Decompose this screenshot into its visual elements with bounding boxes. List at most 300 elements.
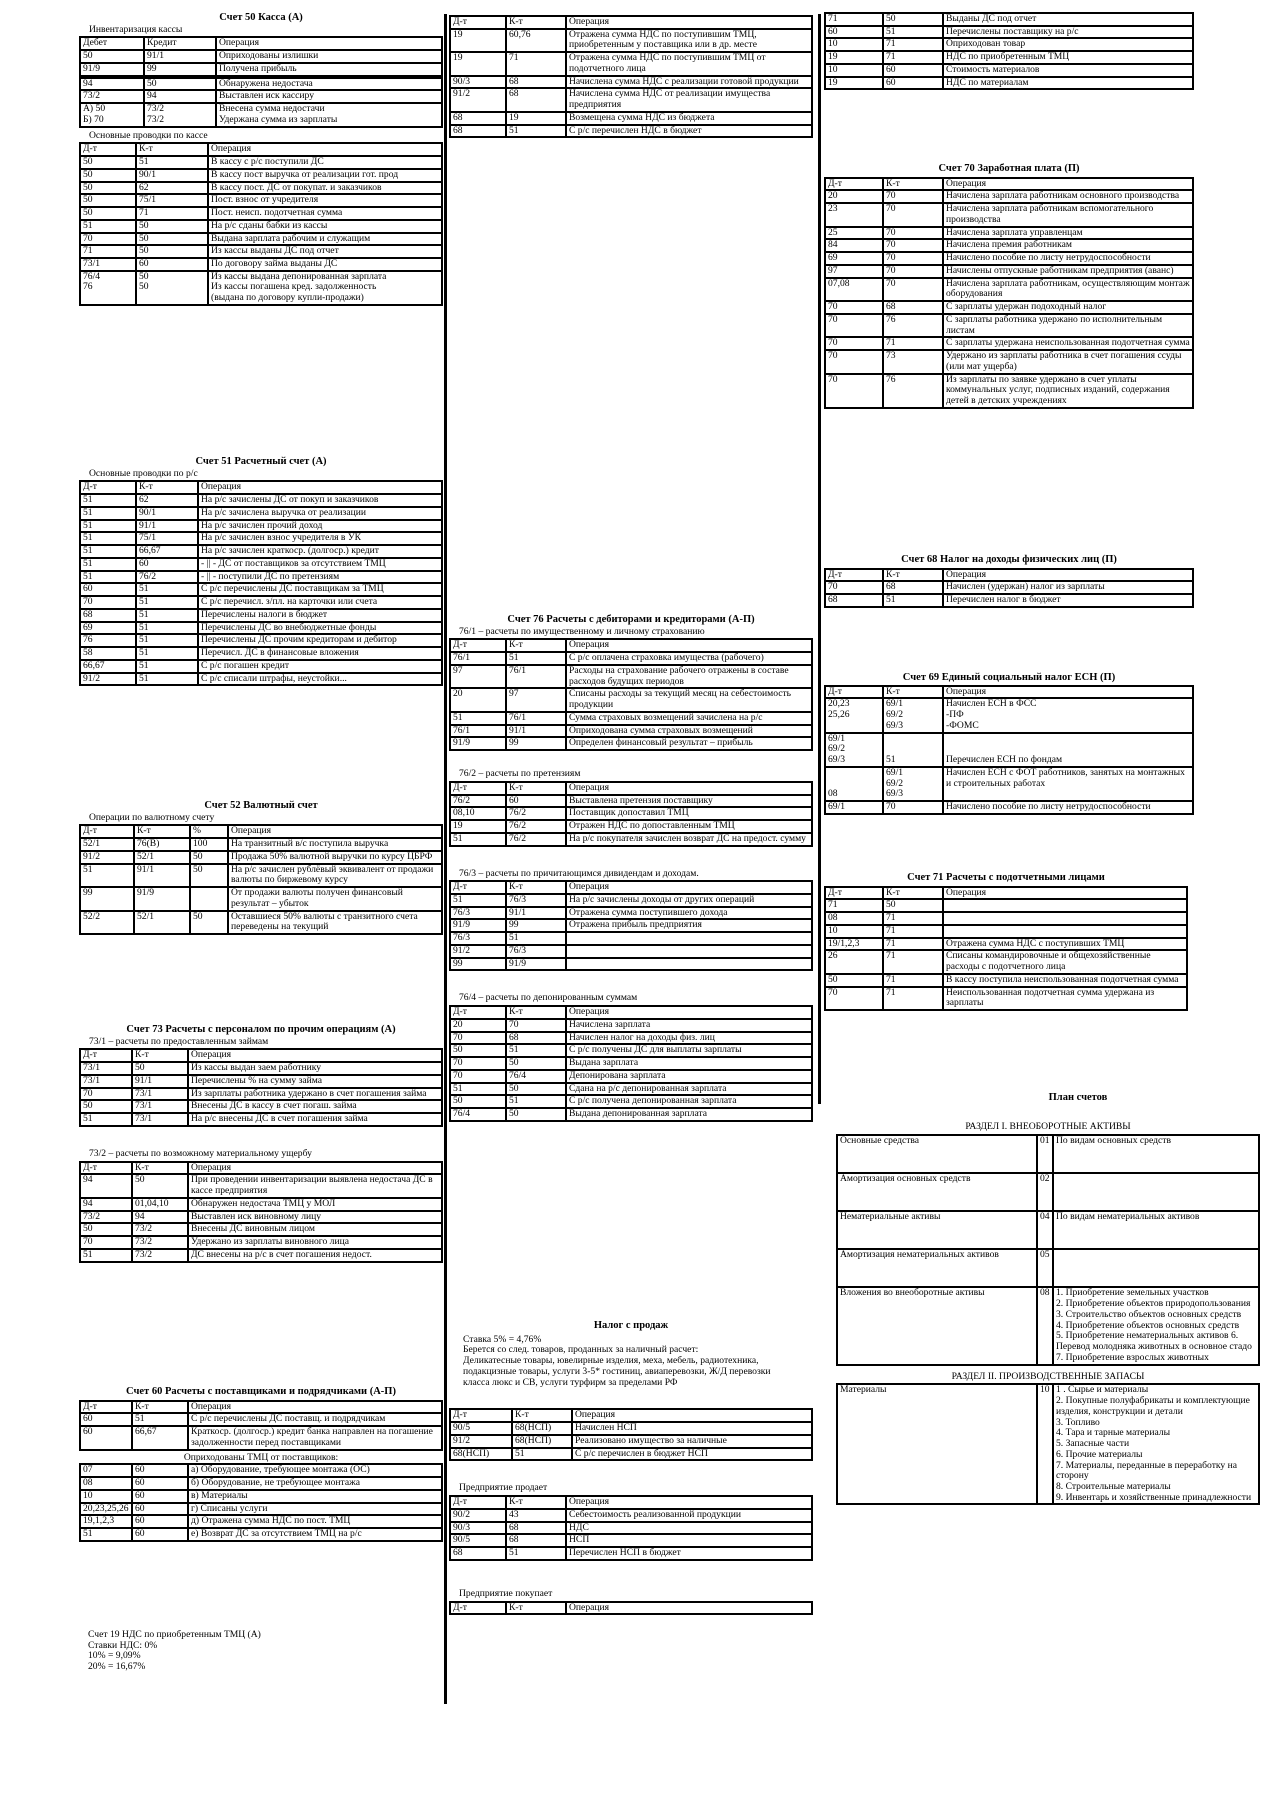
table-cell: 70 bbox=[825, 301, 883, 314]
account-19-note bbox=[88, 1630, 428, 1673]
column-header: Операция bbox=[566, 16, 812, 29]
table-cell: 76 bbox=[883, 374, 943, 408]
table-cell: 71 bbox=[883, 987, 943, 1010]
table-cell: 08 bbox=[80, 1477, 132, 1490]
table-cell: 50 bbox=[190, 911, 228, 934]
table-cell: 90/3 bbox=[450, 76, 506, 89]
table-row bbox=[80, 1075, 442, 1088]
table-cell: Внесены ДС виновным лицом bbox=[188, 1223, 442, 1236]
table-cell: 71 bbox=[883, 950, 943, 973]
table-row bbox=[450, 712, 812, 725]
table-cell: 91/2 bbox=[80, 851, 134, 864]
table-cell: 51 bbox=[883, 594, 943, 607]
table-cell: На р/с зачислен рублёвый эквивалент от продажи валюты по биржевому курсу bbox=[228, 864, 442, 887]
table-row bbox=[80, 271, 442, 305]
account-69-table bbox=[824, 685, 1194, 815]
table-cell: 94 bbox=[80, 78, 144, 91]
table-cell: 10 bbox=[825, 38, 883, 51]
table-row bbox=[450, 1070, 812, 1083]
account-71-table bbox=[824, 886, 1188, 1011]
table-row bbox=[80, 545, 442, 558]
table-row bbox=[80, 1062, 442, 1075]
column-header: Д-т bbox=[80, 481, 136, 494]
table-row bbox=[450, 833, 812, 846]
table-cell: 69 bbox=[825, 252, 883, 265]
column-header: Операция bbox=[566, 1496, 812, 1509]
table-row bbox=[837, 1384, 1259, 1504]
table-cell: 76 bbox=[80, 634, 136, 647]
table-cell: 71 bbox=[506, 52, 566, 75]
table-cell: 50 bbox=[883, 13, 943, 26]
table-cell: На р/с зачислены ДС от покуп и заказчиков bbox=[198, 494, 442, 507]
table-cell: Оприходованы излишки bbox=[216, 50, 442, 63]
table-row bbox=[450, 112, 812, 125]
table-cell: 50 bbox=[144, 78, 216, 91]
column-header: К-т bbox=[512, 1409, 572, 1422]
sales-tax-table-header bbox=[450, 1409, 812, 1422]
column-header: К-т bbox=[506, 881, 566, 894]
table-cell: 43 bbox=[506, 1509, 566, 1522]
account-76-2-table bbox=[449, 781, 813, 847]
table-row bbox=[825, 987, 1187, 1010]
table-cell: Возмещена сумма НДС из бюджета bbox=[566, 112, 812, 125]
table-row bbox=[80, 90, 442, 103]
account-70-title: Счет 70 Заработная плата (П) bbox=[938, 163, 1080, 174]
table-cell: 62 bbox=[136, 182, 208, 195]
table-row bbox=[837, 1135, 1259, 1173]
table-cell: НДС по приобретенным ТМЦ bbox=[943, 51, 1193, 64]
column-header: Д-т bbox=[825, 178, 883, 191]
table-row bbox=[825, 938, 1187, 951]
column-header: Д-т bbox=[80, 1162, 132, 1175]
table-row bbox=[825, 374, 1193, 408]
table-cell: 70 bbox=[883, 190, 943, 203]
table-cell: Основные средства bbox=[837, 1135, 1037, 1173]
chart-of-accounts-title: План счетов bbox=[1048, 1092, 1108, 1103]
table-row bbox=[450, 737, 812, 750]
table-cell: С зарплаты удержана неиспользованная подотчетная сумма bbox=[943, 337, 1193, 350]
table-cell: С р/с оплачена страховка имущества (рабочего) bbox=[566, 652, 812, 665]
table-cell: Выдана депонированная зарплата bbox=[566, 1108, 812, 1121]
table-row bbox=[450, 945, 812, 958]
account-73-1-table-header bbox=[80, 1049, 442, 1062]
table-cell: Начислен ЕСН с ФОТ работников, занятых на монтажных и строительных работах bbox=[943, 767, 1193, 801]
table-cell: 51 bbox=[80, 558, 136, 571]
account-73-2-table bbox=[79, 1161, 443, 1263]
table-cell: 52/1 bbox=[134, 851, 190, 864]
table-cell: 70 bbox=[883, 203, 943, 226]
table-cell: 51 bbox=[80, 494, 136, 507]
table-cell: 19 bbox=[450, 52, 506, 75]
table-cell: 60 bbox=[80, 583, 136, 596]
table-cell: 51 bbox=[136, 583, 198, 596]
table-cell: 60 bbox=[136, 558, 198, 571]
table-row bbox=[80, 911, 442, 934]
account-70-table-header bbox=[825, 178, 1193, 191]
table-cell: 51 bbox=[80, 571, 136, 584]
table-cell: 90/2 bbox=[450, 1509, 506, 1522]
table-cell: 66,67 bbox=[80, 660, 136, 673]
table-cell: 70 bbox=[80, 1088, 132, 1101]
enterprise-buys-table bbox=[449, 1601, 813, 1616]
column-header: К-т bbox=[506, 1006, 566, 1019]
table-cell: 60 bbox=[132, 1477, 188, 1490]
account-76-title: Счет 76 Расчеты с дебиторами и кредиторами (А-П) bbox=[507, 614, 755, 625]
table-cell: 01,04,10 bbox=[132, 1198, 188, 1211]
table-row bbox=[450, 88, 812, 111]
table-cell: Отражена сумма поступившего дохода bbox=[566, 907, 812, 920]
table-cell: д) Отражена сумма НДС по пост. ТМЦ bbox=[188, 1515, 442, 1528]
column-header: Д-т bbox=[450, 1409, 512, 1422]
table-cell: 91/9 bbox=[450, 737, 506, 750]
table-row bbox=[80, 532, 442, 545]
column-header: К-т bbox=[506, 1602, 566, 1615]
table-cell: 73/1 bbox=[80, 1075, 132, 1088]
table-cell: На р/с зачислен краткоср. (долгоср.) кредит bbox=[198, 545, 442, 558]
account-19-text: Счет 19 НДС по приобретенным ТМЦ (А) Ставки НДС: 0% 10% = 9,09% 20% = 16,67% bbox=[88, 1629, 261, 1673]
table-cell: 76/1 bbox=[450, 725, 506, 738]
table-cell: Из кассы выданы ДС под отчет bbox=[208, 245, 442, 258]
table-cell: - || - поступили ДС по претензиям bbox=[198, 571, 442, 584]
table-cell: 68 bbox=[450, 1547, 506, 1560]
account-76-3-table-header bbox=[450, 881, 812, 894]
column-header: К-т bbox=[134, 825, 190, 838]
table-cell: 25 bbox=[825, 227, 883, 240]
table-cell: 50 bbox=[80, 156, 136, 169]
table-row bbox=[80, 50, 442, 63]
table-row bbox=[450, 1522, 812, 1535]
account-76-3-subtitle: 76/3 – расчеты по причитающимся дивидендам и доходам. bbox=[459, 867, 699, 879]
table-row bbox=[825, 594, 1193, 607]
column-header: К-т bbox=[132, 1401, 188, 1414]
table-cell: 10 bbox=[1037, 1384, 1053, 1504]
table-cell: 69/1 69/2 69/3 bbox=[883, 698, 943, 732]
table-cell: 68(НСП) bbox=[450, 1448, 512, 1461]
table-cell: Нематериальные активы bbox=[837, 1211, 1037, 1249]
table-cell: 10 bbox=[80, 1490, 132, 1503]
table-cell: С р/с перечислен в бюджет НСП bbox=[572, 1448, 812, 1461]
table-cell: 73/1 bbox=[132, 1100, 188, 1113]
table-cell: Оставшиеся 50% валюты с транзитного счета переведены на текущий bbox=[228, 911, 442, 934]
table-row bbox=[837, 1173, 1259, 1211]
table-cell: 01 bbox=[1037, 1135, 1053, 1173]
table-cell: 51 bbox=[506, 1547, 566, 1560]
table-cell bbox=[943, 912, 1187, 925]
table-cell: 90/5 bbox=[450, 1422, 512, 1435]
table-cell: 69/1 69/2 69/3 bbox=[825, 733, 883, 767]
table-row bbox=[80, 156, 442, 169]
account-76-1-table-header bbox=[450, 639, 812, 652]
table-row bbox=[825, 950, 1187, 973]
column-separator-1 bbox=[444, 14, 447, 1704]
account-52-section bbox=[79, 800, 443, 935]
table-cell: Начислена зарплата работникам основного производства bbox=[943, 190, 1193, 203]
table-cell: С р/с перечислены ДС поставщикам за ТМЦ bbox=[198, 583, 442, 596]
column-header: Д-т bbox=[80, 1049, 132, 1062]
table-row bbox=[80, 1174, 442, 1197]
table-cell: 91/2 bbox=[450, 1435, 512, 1448]
table-cell: 60 bbox=[132, 1503, 188, 1516]
account-52-table bbox=[79, 824, 443, 935]
table-cell: Перечислены % на сумму займа bbox=[188, 1075, 442, 1088]
account-52-table-header bbox=[80, 825, 442, 838]
table-cell: Обнаружен недостача ТМЦ у МОЛ bbox=[188, 1198, 442, 1211]
account-76-1-subtitle: 76/1 – расчеты по имущественному и личному страхованию bbox=[459, 625, 705, 637]
table-cell: НДС bbox=[566, 1522, 812, 1535]
table-cell bbox=[190, 887, 228, 910]
table-cell: 91/2 bbox=[450, 88, 506, 111]
sales-tax-section bbox=[449, 1320, 813, 1615]
table-cell: Поставщик допоставил ТМЦ bbox=[566, 807, 812, 820]
table-cell: Перечислены ДС прочим кредиторам и дебитор bbox=[198, 634, 442, 647]
table-cell: Из зарплаты работника удержано в счет погашения займа bbox=[188, 1088, 442, 1101]
table-row bbox=[450, 52, 812, 75]
table-cell: 68 bbox=[883, 301, 943, 314]
enterprise-buys-label: Предприятие покупает bbox=[459, 1587, 553, 1599]
table-row bbox=[450, 1108, 812, 1121]
table-cell: 60 bbox=[506, 795, 566, 808]
table-cell: 02 bbox=[1037, 1173, 1053, 1211]
table-cell: Начислен НСП bbox=[572, 1422, 812, 1435]
table-cell: 90/1 bbox=[136, 169, 208, 182]
table-row bbox=[80, 1515, 442, 1528]
account-70-section bbox=[824, 163, 1194, 409]
table-row bbox=[450, 1509, 812, 1522]
table-row bbox=[80, 851, 442, 864]
table-cell: 70 bbox=[883, 252, 943, 265]
column-header: Д-т bbox=[825, 569, 883, 582]
table-cell: 51 bbox=[136, 647, 198, 660]
table-cell bbox=[566, 958, 812, 971]
table-cell: Отражена сумма НДС по поступившим ТМЦ от подотчетного лица bbox=[566, 52, 812, 75]
table-row bbox=[80, 78, 442, 91]
table-row bbox=[450, 1448, 812, 1461]
table-cell: 90/1 bbox=[136, 507, 198, 520]
table-cell: 20,23 25,26 bbox=[825, 698, 883, 732]
table-cell: е) Возврат ДС за отсутствием ТМЦ на р/с bbox=[188, 1528, 442, 1541]
enterprise-buys-table-header bbox=[450, 1602, 812, 1615]
table-cell: 99 bbox=[506, 919, 566, 932]
account-51-table bbox=[79, 480, 443, 686]
account-60-table-a-header bbox=[80, 1401, 442, 1414]
table-row bbox=[80, 1113, 442, 1126]
table-cell: 51 bbox=[80, 1528, 132, 1541]
table-cell: 68 bbox=[506, 1522, 566, 1535]
table-cell: 91/9 bbox=[134, 887, 190, 910]
table-cell: 51 bbox=[136, 622, 198, 635]
table-cell: Выставлена претензия поставщику bbox=[566, 795, 812, 808]
table-cell: 51 bbox=[80, 520, 136, 533]
table-cell: 51 bbox=[80, 545, 136, 558]
account-73-2-subtitle: 73/2 – расчеты по возможному материальному ущербу bbox=[89, 1147, 312, 1159]
table-cell: 26 bbox=[825, 950, 883, 973]
column-header: Операция bbox=[566, 881, 812, 894]
column-header: Операция bbox=[216, 37, 442, 50]
column-header: К-т bbox=[506, 16, 566, 29]
table-row bbox=[450, 1547, 812, 1560]
account-50-subtitle: Инвентаризация кассы bbox=[89, 23, 183, 35]
table-cell: 76/2 bbox=[506, 820, 566, 833]
column-header: Д-т bbox=[80, 143, 136, 156]
table-cell: 73/2 bbox=[80, 1211, 132, 1224]
account-73-1-subtitle: 73/1 – расчеты по предоставленным займам bbox=[89, 1035, 269, 1047]
table-cell: 91/1 bbox=[506, 725, 566, 738]
table-cell: 50 bbox=[506, 1057, 566, 1070]
table-cell: Сумма страховых возмещений зачислена на р/с bbox=[566, 712, 812, 725]
table-cell: 70 bbox=[80, 596, 136, 609]
table-row bbox=[450, 125, 812, 138]
table-cell: Начислена зарплата управленцам bbox=[943, 227, 1193, 240]
table-cell: Начислено пособие по листу нетрудоспособности bbox=[943, 801, 1193, 814]
table-row bbox=[80, 182, 442, 195]
table-cell: Перечислен ЕСН по фондам bbox=[943, 733, 1193, 767]
section-2-heading: РАЗДЕЛ II. ПРОИЗВОДСТВЕННЫЕ ЗАПАСЫ bbox=[951, 1370, 1145, 1382]
table-cell: 19 bbox=[825, 51, 883, 64]
table-cell: 94 bbox=[144, 90, 216, 103]
table-cell: 91/9 bbox=[450, 919, 506, 932]
table-cell: 68 bbox=[825, 594, 883, 607]
account-60-section bbox=[79, 1386, 443, 1542]
table-row bbox=[825, 925, 1187, 938]
table-cell: 70 bbox=[883, 265, 943, 278]
table-cell: 60 bbox=[80, 1426, 132, 1449]
table-row bbox=[450, 1032, 812, 1045]
table-row bbox=[80, 660, 442, 673]
table-cell: в) Материалы bbox=[188, 1490, 442, 1503]
table-cell: 99 bbox=[450, 958, 506, 971]
table-row bbox=[825, 190, 1193, 203]
table-cell: 73/2 bbox=[132, 1249, 188, 1262]
table-cell: 91/1 bbox=[132, 1075, 188, 1088]
account-50-section bbox=[79, 12, 443, 306]
table-cell: Стоимость материалов bbox=[943, 64, 1193, 77]
table-row bbox=[80, 887, 442, 910]
table-cell: Амортизация основных средств bbox=[837, 1173, 1037, 1211]
table-cell: б) Оборудование, не требующее монтажа bbox=[188, 1477, 442, 1490]
table-row bbox=[825, 13, 1193, 26]
table-row bbox=[80, 207, 442, 220]
account-50-inventory-table-header bbox=[80, 37, 442, 50]
table-row bbox=[80, 1100, 442, 1113]
table-cell: 73 bbox=[883, 350, 943, 373]
table-cell: НСП bbox=[566, 1534, 812, 1547]
table-cell: 51 bbox=[506, 652, 566, 665]
table-cell: 51 bbox=[506, 125, 566, 138]
table-cell: 50 bbox=[80, 1100, 132, 1113]
table-cell: 50 50 bbox=[136, 271, 208, 305]
table-row bbox=[825, 51, 1193, 64]
account-69-section bbox=[824, 672, 1194, 815]
table-cell: 10 bbox=[825, 64, 883, 77]
account-76-section bbox=[449, 614, 813, 1122]
column-header: К-т bbox=[883, 569, 943, 582]
table-cell: 68 bbox=[506, 1534, 566, 1547]
table-cell: Перечислен НСП в бюджет bbox=[566, 1547, 812, 1560]
account-76-3-table bbox=[449, 880, 813, 971]
table-cell: 51 bbox=[883, 733, 943, 767]
table-cell: С р/с перечислен НДС в бюджет bbox=[566, 125, 812, 138]
table-cell: Начислен налог на доходы физ. лиц bbox=[566, 1032, 812, 1045]
table-cell: 20 bbox=[450, 688, 506, 711]
column-header: Операция bbox=[566, 782, 812, 795]
table-cell: 68 bbox=[80, 609, 136, 622]
table-cell: 70 bbox=[80, 1236, 132, 1249]
column-header: Д-т bbox=[80, 1401, 132, 1414]
account-69-table-header bbox=[825, 686, 1193, 699]
table-cell: 76/1 bbox=[506, 665, 566, 688]
table-cell: С р/с перечислены ДС поставщ. и подрядчикам bbox=[188, 1413, 442, 1426]
enterprise-sells-table bbox=[449, 1495, 813, 1561]
table-cell: 19 bbox=[450, 820, 506, 833]
table-row bbox=[825, 26, 1193, 39]
table-cell: 71 bbox=[825, 899, 883, 912]
table-cell: г) Списаны услуги bbox=[188, 1503, 442, 1516]
account-71-title: Счет 71 Расчеты с подотчетными лицами bbox=[907, 872, 1105, 883]
table-cell: 73/1 bbox=[80, 258, 136, 271]
table-row bbox=[837, 1211, 1259, 1249]
table-cell: 1 . Сырье и материалы 2. Покупные полуфабрикаты и комплектующие изделия, конструкции и детали 3. Топливо 4. Тара и тарные материалы 5. Запасные части 6. Прочие материалы 7. Материалы, переданные в переработку на сторону 8. Строительные материалы 9. Инвентарь и хозяйственные принадлежности bbox=[1053, 1384, 1259, 1504]
table-cell: В кассу пост выручка от реализации гот. прод bbox=[208, 169, 442, 182]
sales-tax-title: Налог с продаж bbox=[593, 1320, 669, 1331]
table-row bbox=[450, 76, 812, 89]
table-cell: 90/5 bbox=[450, 1534, 506, 1547]
table-cell: Отражен НДС по допоставленным ТМЦ bbox=[566, 820, 812, 833]
table-row bbox=[80, 571, 442, 584]
table-cell: 76/4 bbox=[450, 1108, 506, 1121]
table-cell: 97 bbox=[506, 688, 566, 711]
table-cell: На р/с зачислен прочий доход bbox=[198, 520, 442, 533]
account-68-section bbox=[824, 554, 1194, 608]
table-cell: 71 bbox=[883, 912, 943, 925]
table-cell bbox=[943, 899, 1187, 912]
table-cell: 50 bbox=[80, 207, 136, 220]
table-row bbox=[80, 647, 442, 660]
table-cell: 94 bbox=[80, 1174, 132, 1197]
table-cell: 50 bbox=[506, 1083, 566, 1096]
table-cell: 99 bbox=[506, 737, 566, 750]
table-cell: С р/с получены ДС для выплаты зарплаты bbox=[566, 1044, 812, 1057]
column-header: Операция bbox=[566, 1602, 812, 1615]
table-cell: 19/1,2,3 bbox=[825, 938, 883, 951]
table-cell: 76/3 bbox=[450, 932, 506, 945]
table-cell: 20 bbox=[825, 190, 883, 203]
table-cell: При проведении инвентаризации выявлена недостача ДС в кассе предприятия bbox=[188, 1174, 442, 1197]
column-header: Дебет bbox=[80, 37, 144, 50]
table-cell: 70 bbox=[80, 233, 136, 246]
table-cell: 91/1 bbox=[134, 864, 190, 887]
account-73-2-table-header bbox=[80, 1162, 442, 1175]
table-row bbox=[450, 932, 812, 945]
table-cell: 100 bbox=[190, 838, 228, 851]
table-cell: 70 bbox=[450, 1032, 506, 1045]
table-cell: 94 bbox=[132, 1211, 188, 1224]
table-row bbox=[450, 1019, 812, 1032]
table-cell: 73/1 bbox=[132, 1113, 188, 1126]
table-row bbox=[80, 1223, 442, 1236]
table-cell: 50 bbox=[190, 851, 228, 864]
table-cell: Выдана зарплата bbox=[566, 1057, 812, 1070]
table-cell: Перечислены налоги в бюджет bbox=[198, 609, 442, 622]
table-cell: 20,23,25,26 bbox=[80, 1503, 132, 1516]
table-row bbox=[450, 907, 812, 920]
table-row bbox=[80, 634, 442, 647]
account-60-table-a bbox=[79, 1400, 443, 1451]
table-row bbox=[80, 583, 442, 596]
table-cell: 69 bbox=[80, 622, 136, 635]
table-row bbox=[825, 38, 1193, 51]
account-71-continuation-table bbox=[824, 12, 1194, 90]
table-row bbox=[80, 63, 442, 76]
